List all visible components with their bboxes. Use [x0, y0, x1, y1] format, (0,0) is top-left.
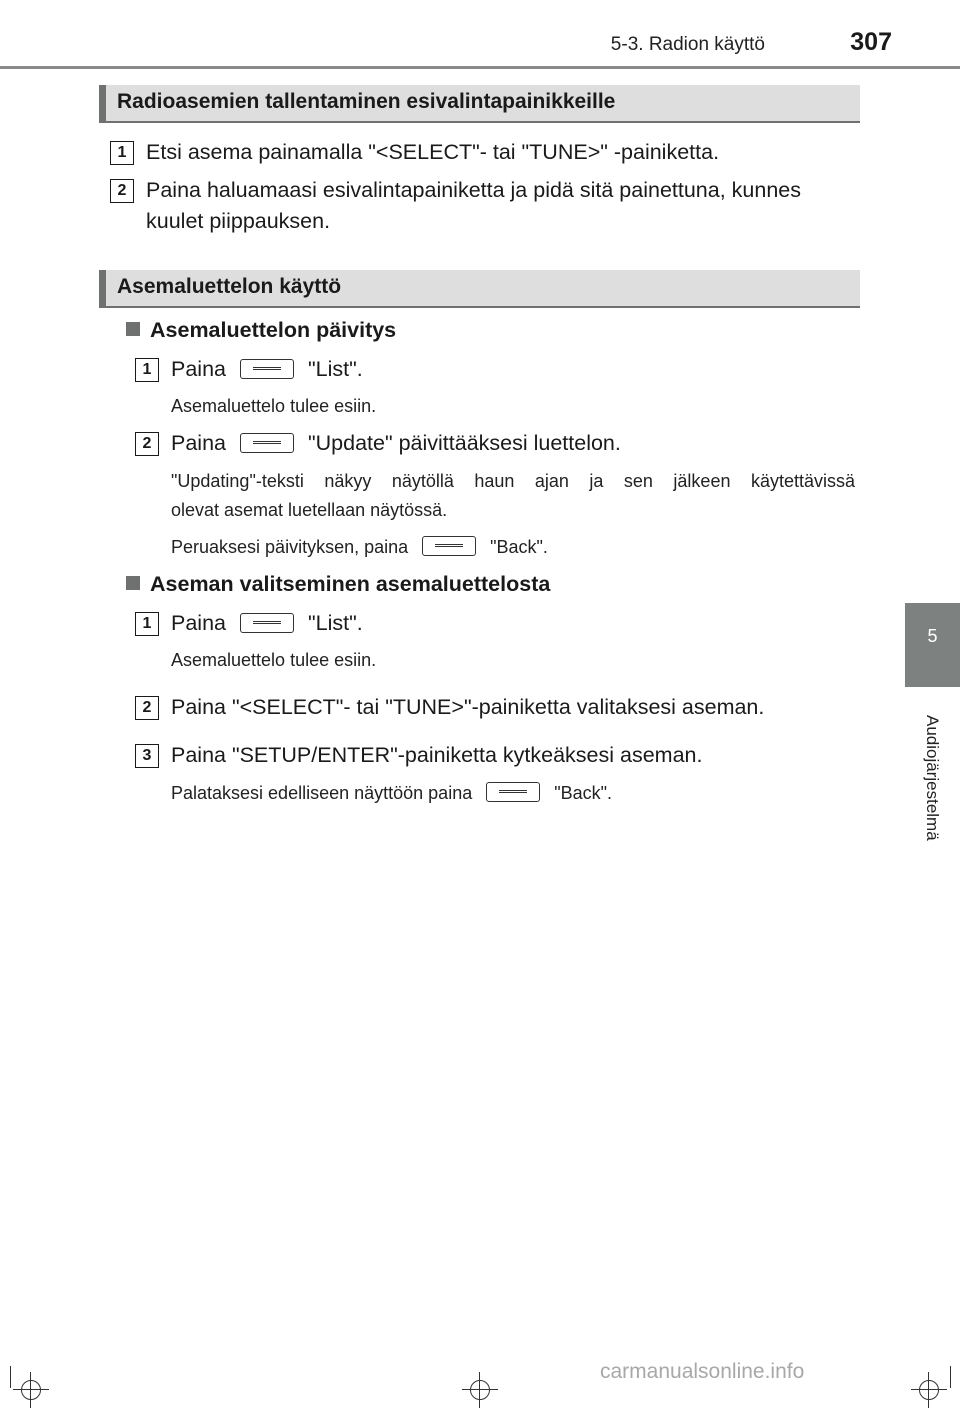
step-text: Paina "<SELECT"- tai "TUNE>"-painiketta valitaksesi aseman. [171, 695, 765, 719]
step-badge-2: 2 [110, 179, 134, 203]
subheading-select: Aseman valitseminen asemaluettelosta [126, 572, 550, 597]
step-badge-1: 1 [135, 612, 159, 636]
watermark: carmanualsonline.info [600, 1360, 805, 1383]
step-note: "Updating"-teksti näkyy näytöllä haun ajan ja sen jälkeen käytettävissä [171, 471, 855, 491]
header-rule [0, 66, 960, 69]
registration-mark-icon [13, 1372, 49, 1408]
key-button-icon [240, 613, 294, 633]
key-button-icon [422, 536, 476, 556]
crop-mark [10, 1366, 11, 1388]
registration-mark-icon [911, 1372, 947, 1408]
section-header-presets [99, 85, 860, 123]
step-note: olevat asemat luetellaan näytössä. [171, 500, 448, 520]
section-header-text: Radioasemien tallentaminen esivalintapainikkeille [117, 90, 616, 113]
section-header-station-list [99, 270, 860, 308]
step-note: Asemaluettelo tulee esiin. [171, 396, 377, 416]
chapter-label-text: Audiojärjestelmä [923, 715, 942, 841]
page-number: 307 [850, 28, 892, 56]
step-text: kuulet piippauksen. [146, 209, 331, 233]
chapter-number: 5 [927, 626, 938, 646]
subheading-update: Asemaluettelon päivitys [126, 318, 396, 343]
step-text: Paina "List". [171, 357, 363, 381]
key-button-icon [240, 359, 294, 379]
step-note: Asemaluettelo tulee esiin. [171, 650, 377, 670]
key-button-icon [486, 782, 540, 802]
step-text: Paina "Update" päivittääksesi luettelon. [171, 431, 621, 455]
step-badge-2: 2 [135, 432, 159, 456]
step-text: Paina "List". [171, 611, 363, 635]
step-note: Palataksesi edelliseen näyttöön paina "Back". [171, 783, 613, 803]
section-header-text: Asemaluettelon käyttö [117, 275, 342, 298]
step-badge-3: 3 [135, 744, 159, 768]
key-button-icon [240, 433, 294, 453]
step-badge-2: 2 [135, 696, 159, 720]
chapter-label [905, 698, 960, 858]
bullet-square-icon [126, 576, 140, 590]
crop-mark [950, 1366, 951, 1388]
section-title: 5-3. Radion käyttö [610, 34, 765, 55]
step-note: Peruaksesi päivityksen, paina "Back". [171, 537, 548, 557]
step-badge-1: 1 [135, 358, 159, 382]
step-text: Paina haluamaasi esivalintapainiketta ja pidä sitä painettuna, kunnes [146, 178, 801, 202]
step-badge-1: 1 [110, 141, 134, 165]
bullet-square-icon [126, 322, 140, 336]
step-text: Paina "SETUP/ENTER"-painiketta kytkeäksesi aseman. [171, 743, 703, 767]
step-text: Etsi asema painamalla "<SELECT"- tai "TUNE>" -painiketta. [146, 140, 720, 164]
registration-mark-icon [462, 1372, 498, 1408]
